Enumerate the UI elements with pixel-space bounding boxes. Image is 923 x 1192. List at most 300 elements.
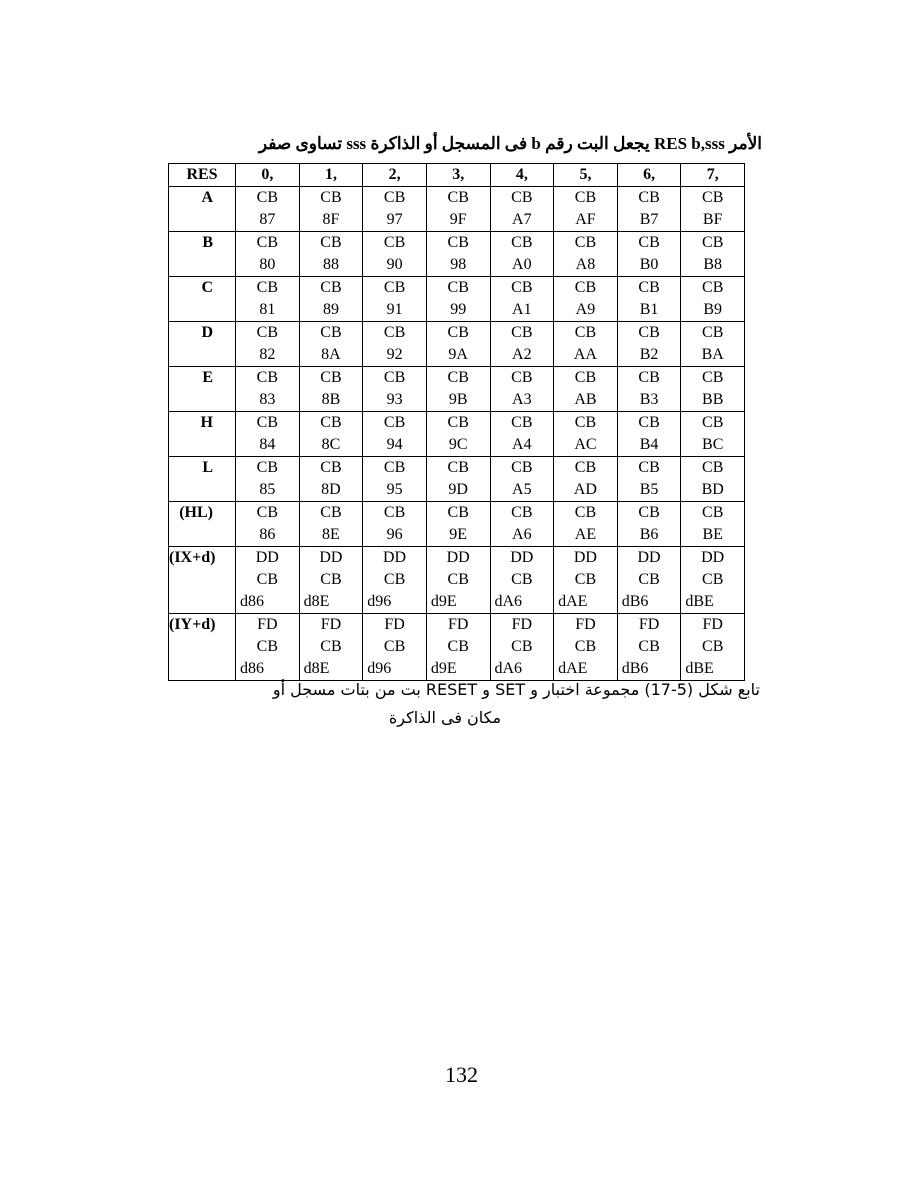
opcode-cell xyxy=(490,232,554,277)
opcode-cell xyxy=(681,187,745,232)
opcode-byte: d9E xyxy=(430,593,457,610)
opcode-cell xyxy=(299,187,363,232)
opcode-byte: B2 xyxy=(639,346,659,363)
opcode-byte: CB xyxy=(256,414,278,431)
opcode-byte: AA xyxy=(573,346,597,363)
opcode-byte: CB xyxy=(702,638,724,655)
caption-mid2: و xyxy=(482,680,490,699)
row-label: C xyxy=(169,277,236,322)
opcode-byte: 8B xyxy=(321,391,341,408)
opcode-byte: CB xyxy=(511,571,533,588)
opcode-byte: 91 xyxy=(386,301,403,318)
opcode-cell xyxy=(490,412,554,457)
opcode-byte: 9F xyxy=(449,211,467,228)
row-label: (IY+d) xyxy=(169,614,236,681)
table-row xyxy=(169,232,745,277)
opcode-cell xyxy=(554,277,618,322)
corner-header: RES xyxy=(169,164,236,187)
opcode-cell xyxy=(426,367,490,412)
column-header: 4, xyxy=(490,164,554,187)
opcode-byte: 9A xyxy=(448,346,468,363)
opcode-byte: CB xyxy=(638,459,660,476)
opcode-byte: d96 xyxy=(367,660,392,677)
opcode-byte: A7 xyxy=(512,211,532,228)
opcode-byte: CB xyxy=(383,459,406,476)
opcode-byte: 99 xyxy=(450,301,467,318)
opcode-byte: CB xyxy=(574,459,597,476)
opcode-byte: dB6 xyxy=(621,593,649,610)
column-header: 7, xyxy=(681,164,745,187)
opcode-byte: BB xyxy=(702,391,724,408)
opcode-cell xyxy=(554,547,618,614)
opcode-byte: 9B xyxy=(448,391,468,408)
opcode-byte: DD xyxy=(255,549,279,566)
title-suffix: تساوى صفر xyxy=(258,134,343,153)
opcode-cell xyxy=(490,322,554,367)
opcode-cell xyxy=(681,614,745,681)
opcode-byte: CB xyxy=(638,324,660,341)
opcode-cell xyxy=(363,412,427,457)
opcode-byte: 87 xyxy=(259,211,276,228)
opcode-byte: B7 xyxy=(639,211,659,228)
opcode-byte: d9E xyxy=(430,660,457,677)
opcode-byte: 95 xyxy=(386,481,403,498)
opcode-byte: A6 xyxy=(512,526,532,543)
opcode-cell xyxy=(681,502,745,547)
opcode-cell xyxy=(490,367,554,412)
opcode-byte: CB xyxy=(511,459,533,476)
opcode-cell xyxy=(617,187,681,232)
opcode-byte: A4 xyxy=(512,436,532,453)
opcode-cell xyxy=(617,614,681,681)
opcode-byte: 94 xyxy=(386,436,403,453)
opcode-cell xyxy=(554,457,618,502)
opcode-byte: B0 xyxy=(639,256,659,273)
table-body xyxy=(169,187,745,681)
opcode-cell xyxy=(426,277,490,322)
opcode-byte: dBE xyxy=(685,593,714,610)
opcode-byte: 85 xyxy=(259,481,276,498)
title-mid1: يجعل البت رقم xyxy=(545,134,650,153)
opcode-byte: CB xyxy=(638,638,660,655)
opcode-byte: B9 xyxy=(703,301,723,318)
opcode-table xyxy=(168,163,745,681)
page-number: 132 xyxy=(445,1062,478,1087)
opcode-byte: CB xyxy=(447,504,469,521)
opcode-byte: dA6 xyxy=(494,593,523,610)
opcode-byte: CB xyxy=(447,234,469,251)
opcode-byte: CB xyxy=(511,504,533,521)
opcode-byte: CB xyxy=(702,504,724,521)
opcode-cell xyxy=(363,322,427,367)
opcode-byte: CB xyxy=(383,369,406,386)
opcode-byte: FD xyxy=(257,616,278,633)
opcode-byte: CB xyxy=(511,369,533,386)
opcode-cell xyxy=(554,322,618,367)
opcode-byte: BF xyxy=(702,211,723,228)
opcode-byte: DD xyxy=(510,549,534,566)
opcode-byte: CB xyxy=(574,279,597,296)
opcode-byte: CB xyxy=(256,504,278,521)
opcode-byte: A9 xyxy=(575,301,596,318)
opcode-byte: 93 xyxy=(386,391,403,408)
opcode-byte: A1 xyxy=(512,301,532,318)
opcode-byte: 89 xyxy=(322,301,339,318)
opcode-byte: CB xyxy=(320,638,342,655)
column-header: 0, xyxy=(236,164,300,187)
opcode-byte: CB xyxy=(702,234,724,251)
opcode-cell xyxy=(681,547,745,614)
opcode-cell xyxy=(426,614,490,681)
opcode-byte: FD xyxy=(702,616,723,633)
opcode-byte: dAE xyxy=(558,660,588,677)
opcode-cell xyxy=(681,322,745,367)
opcode-byte: CB xyxy=(447,324,469,341)
caption-figure-number: (17-5) xyxy=(644,680,694,699)
caption-prefix: تابع شكل xyxy=(698,680,760,699)
opcode-byte: CB xyxy=(702,324,724,341)
opcode-byte: FD xyxy=(511,616,533,633)
opcode-byte: CB xyxy=(574,369,597,386)
column-header: 6, xyxy=(617,164,681,187)
opcode-byte: 80 xyxy=(259,256,276,273)
opcode-byte: CB xyxy=(320,571,342,588)
opcode-cell xyxy=(236,412,300,457)
opcode-cell xyxy=(554,187,618,232)
opcode-cell xyxy=(236,547,300,614)
table-header-row xyxy=(169,164,745,187)
opcode-cell xyxy=(236,277,300,322)
opcode-byte: AB xyxy=(574,391,597,408)
opcode-byte: DD xyxy=(573,549,597,566)
opcode-cell xyxy=(681,232,745,277)
row-label: D xyxy=(169,322,236,367)
opcode-byte: CB xyxy=(574,638,597,655)
opcode-byte: B4 xyxy=(639,436,659,453)
opcode-byte: FD xyxy=(638,616,660,633)
opcode-byte: CB xyxy=(383,414,406,431)
opcode-byte: 98 xyxy=(450,256,467,273)
opcode-byte: CB xyxy=(702,414,724,431)
opcode-byte: B5 xyxy=(639,481,659,498)
column-header: 5, xyxy=(554,164,618,187)
opcode-byte: 82 xyxy=(259,346,276,363)
opcode-byte: CB xyxy=(320,279,342,296)
opcode-byte: 83 xyxy=(259,391,276,408)
opcode-cell xyxy=(617,412,681,457)
table-row xyxy=(169,412,745,457)
opcode-byte: CB xyxy=(447,571,469,588)
opcode-cell xyxy=(299,277,363,322)
opcode-cell xyxy=(363,232,427,277)
opcode-cell xyxy=(363,502,427,547)
opcode-byte: 8D xyxy=(321,481,341,498)
opcode-byte: 86 xyxy=(259,526,276,543)
opcode-cell xyxy=(490,277,554,322)
opcode-byte: 81 xyxy=(259,301,276,318)
opcode-cell xyxy=(681,367,745,412)
table-row xyxy=(169,614,745,681)
opcode-cell xyxy=(490,457,554,502)
opcode-byte: d8E xyxy=(303,593,330,610)
opcode-byte: CB xyxy=(447,638,469,655)
opcode-cell xyxy=(490,547,554,614)
opcode-byte: BD xyxy=(701,481,724,498)
opcode-byte: CB xyxy=(256,459,278,476)
opcode-byte: CB xyxy=(702,189,724,206)
opcode-cell xyxy=(299,502,363,547)
opcode-cell xyxy=(236,187,300,232)
row-label: B xyxy=(169,232,236,277)
opcode-byte: CB xyxy=(256,369,278,386)
figure-caption xyxy=(170,676,760,732)
opcode-byte: CB xyxy=(447,414,469,431)
opcode-byte: 8E xyxy=(322,526,340,543)
opcode-byte: dB6 xyxy=(621,660,649,677)
opcode-byte: CB xyxy=(638,369,660,386)
opcode-cell xyxy=(363,457,427,502)
opcode-cell xyxy=(617,502,681,547)
opcode-byte: CB xyxy=(383,279,406,296)
opcode-byte: FD xyxy=(575,616,596,633)
opcode-byte: dBE xyxy=(685,660,714,677)
opcode-byte: 9E xyxy=(449,526,468,543)
opcode-cell xyxy=(236,367,300,412)
opcode-byte: CB xyxy=(447,189,469,206)
opcode-byte: CB xyxy=(320,324,342,341)
opcode-cell xyxy=(426,547,490,614)
opcode-byte: B1 xyxy=(639,301,659,318)
opcode-byte: AC xyxy=(574,436,597,453)
table-row xyxy=(169,187,745,232)
opcode-cell xyxy=(554,502,618,547)
opcode-byte: CB xyxy=(574,571,597,588)
opcode-cell xyxy=(363,367,427,412)
opcode-cell xyxy=(236,614,300,681)
opcode-byte: CB xyxy=(320,414,342,431)
column-header: 2, xyxy=(363,164,427,187)
opcode-byte: DD xyxy=(701,549,725,566)
opcode-byte: CB xyxy=(574,414,597,431)
table-row xyxy=(169,322,745,367)
opcode-byte: FD xyxy=(384,616,405,633)
row-label: E xyxy=(169,367,236,412)
opcode-byte: CB xyxy=(638,504,660,521)
opcode-cell xyxy=(617,367,681,412)
opcode-byte: CB xyxy=(638,279,660,296)
opcode-byte: CB xyxy=(383,189,406,206)
opcode-byte: BC xyxy=(702,436,724,453)
opcode-cell xyxy=(681,277,745,322)
opcode-cell xyxy=(490,502,554,547)
opcode-byte: CB xyxy=(256,279,278,296)
opcode-byte: CB xyxy=(511,638,533,655)
title-operand: sss xyxy=(346,134,367,153)
row-label: L xyxy=(169,457,236,502)
caption-mid1: مجموعة اختبار و xyxy=(530,680,640,699)
opcode-byte: A0 xyxy=(512,256,532,273)
opcode-byte: CB xyxy=(511,324,533,341)
opcode-cell xyxy=(299,322,363,367)
opcode-byte: CB xyxy=(702,279,724,296)
opcode-byte: dAE xyxy=(558,593,588,610)
opcode-cell xyxy=(426,412,490,457)
opcode-byte: CB xyxy=(256,571,278,588)
caption-line2: مكان فى الذاكرة xyxy=(388,708,502,727)
opcode-cell xyxy=(490,614,554,681)
opcode-byte: 8C xyxy=(321,436,341,453)
opcode-byte: 90 xyxy=(386,256,403,273)
column-header: 3, xyxy=(426,164,490,187)
title-mid2: فى المسجل أو الذاكرة xyxy=(370,134,528,153)
opcode-cell xyxy=(617,457,681,502)
opcode-byte: CB xyxy=(383,504,406,521)
opcode-cell xyxy=(617,232,681,277)
row-label: (HL) xyxy=(169,502,236,547)
opcode-cell xyxy=(554,232,618,277)
table-row xyxy=(169,457,745,502)
opcode-cell xyxy=(617,277,681,322)
opcode-byte: CB xyxy=(511,189,533,206)
opcode-byte: A8 xyxy=(575,256,596,273)
opcode-byte: CB xyxy=(447,369,469,386)
opcode-cell xyxy=(426,322,490,367)
opcode-cell xyxy=(299,457,363,502)
opcode-cell xyxy=(426,187,490,232)
opcode-byte: dA6 xyxy=(494,660,523,677)
opcode-byte: CB xyxy=(256,234,278,251)
opcode-byte: 8A xyxy=(321,346,341,363)
opcode-byte: CB xyxy=(574,324,597,341)
opcode-byte: BA xyxy=(701,346,724,363)
row-label: H xyxy=(169,412,236,457)
opcode-byte: B6 xyxy=(639,526,659,543)
opcode-byte: CB xyxy=(320,369,342,386)
opcode-byte: d96 xyxy=(367,593,392,610)
opcode-byte: 9C xyxy=(448,436,468,453)
opcode-byte: CB xyxy=(638,234,660,251)
opcode-cell xyxy=(490,187,554,232)
opcode-byte: CB xyxy=(320,504,342,521)
opcode-byte: DD xyxy=(319,549,343,566)
opcode-byte: CB xyxy=(447,279,469,296)
opcode-byte: B8 xyxy=(703,256,723,273)
opcode-byte: DD xyxy=(637,549,661,566)
opcode-byte: B3 xyxy=(639,391,659,408)
opcode-byte: CB xyxy=(320,189,342,206)
opcode-cell xyxy=(236,502,300,547)
opcode-byte: DD xyxy=(383,549,407,566)
row-label: A xyxy=(169,187,236,232)
opcode-byte: BE xyxy=(702,526,723,543)
opcode-byte: CB xyxy=(383,324,406,341)
opcode-byte: DD xyxy=(446,549,470,566)
opcode-cell xyxy=(236,457,300,502)
opcode-cell xyxy=(299,232,363,277)
caption-reset: RESET xyxy=(425,680,478,699)
opcode-cell xyxy=(363,614,427,681)
opcode-byte: CB xyxy=(511,414,533,431)
opcode-cell xyxy=(299,367,363,412)
title-instruction: RES b,sss xyxy=(653,134,725,153)
opcode-byte: CB xyxy=(383,638,406,655)
table-row xyxy=(169,277,745,322)
table-title xyxy=(150,134,762,154)
opcode-byte: CB xyxy=(256,189,278,206)
opcode-byte: CB xyxy=(383,234,406,251)
opcode-byte: 84 xyxy=(259,436,276,453)
opcode-byte: CB xyxy=(574,504,597,521)
opcode-byte: CB xyxy=(702,571,724,588)
opcode-byte: CB xyxy=(702,459,724,476)
opcode-byte: CB xyxy=(638,571,660,588)
opcode-byte: 9D xyxy=(448,481,468,498)
opcode-byte: AE xyxy=(574,526,597,543)
opcode-byte: d86 xyxy=(240,593,264,610)
opcode-byte: CB xyxy=(320,459,342,476)
opcode-byte: AD xyxy=(573,481,597,498)
opcode-cell xyxy=(299,547,363,614)
row-label: (IX+d) xyxy=(169,547,236,614)
opcode-cell xyxy=(299,614,363,681)
opcode-byte: CB xyxy=(511,234,533,251)
opcode-byte: 88 xyxy=(322,256,339,273)
table-row xyxy=(169,547,745,614)
opcode-byte: CB xyxy=(511,279,533,296)
opcode-cell xyxy=(617,322,681,367)
opcode-byte: 92 xyxy=(386,346,403,363)
opcode-cell xyxy=(363,547,427,614)
caption-set: SET xyxy=(495,680,526,699)
caption-mid3: بت من بتات مسجل أو xyxy=(272,680,421,699)
opcode-cell xyxy=(554,367,618,412)
opcode-cell xyxy=(426,232,490,277)
opcode-byte: A3 xyxy=(512,391,532,408)
opcode-byte: CB xyxy=(256,324,278,341)
title-bit: b xyxy=(531,134,541,153)
opcode-cell xyxy=(681,457,745,502)
opcode-byte: CB xyxy=(702,369,724,386)
opcode-cell xyxy=(236,322,300,367)
opcode-byte: CB xyxy=(447,459,469,476)
opcode-byte: d8E xyxy=(303,660,330,677)
opcode-byte: A5 xyxy=(512,481,532,498)
opcode-cell xyxy=(426,457,490,502)
opcode-byte: CB xyxy=(574,189,597,206)
opcode-cell xyxy=(363,187,427,232)
opcode-byte: CB xyxy=(256,638,278,655)
opcode-byte: 97 xyxy=(386,211,403,228)
opcode-byte: 96 xyxy=(386,526,403,543)
table-row xyxy=(169,502,745,547)
opcode-cell xyxy=(363,277,427,322)
opcode-byte: 8F xyxy=(322,211,340,228)
column-header: 1, xyxy=(299,164,363,187)
opcode-cell xyxy=(236,232,300,277)
opcode-byte: AF xyxy=(575,211,596,228)
opcode-cell xyxy=(554,412,618,457)
opcode-byte: CB xyxy=(638,414,660,431)
title-prefix: الأمر xyxy=(729,134,762,153)
opcode-cell xyxy=(617,547,681,614)
opcode-byte: CB xyxy=(574,234,597,251)
opcode-byte: FD xyxy=(320,616,342,633)
opcode-byte: A2 xyxy=(512,346,532,363)
opcode-cell xyxy=(681,412,745,457)
opcode-byte: d86 xyxy=(240,660,264,677)
opcode-cell xyxy=(426,502,490,547)
opcode-byte: CB xyxy=(383,571,406,588)
